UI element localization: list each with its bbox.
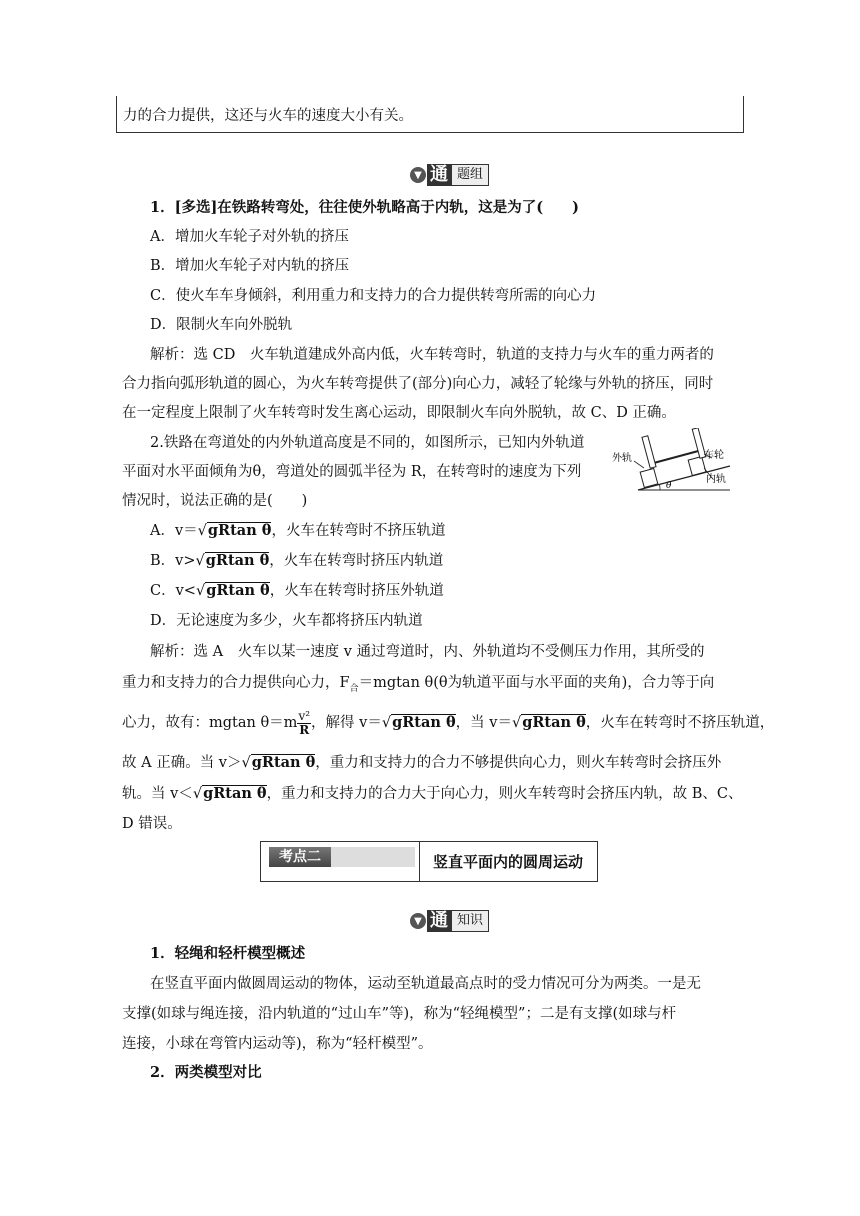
- kaodian-title: 竖直平面内的圆周运动: [433, 853, 584, 871]
- q1-analysis-line3: 在一定程度上限制了火车转弯时发生离心运动，即限制火车向外脱轨，故 C、D 正确。: [122, 405, 676, 421]
- q2-analysis-line1: 解析：选 A 火车以某一速度 v 通过弯道时，内、外轨道均不受侧压力作用，其所受的: [150, 644, 705, 660]
- q2-analysis-l4-sqrt: gRtan θ: [251, 754, 316, 771]
- q2-analysis-l3d: ，火车在转弯时不挤压轨道，: [585, 715, 775, 731]
- q1-option-b: B．增加火车轮子对内轨的挤压: [150, 258, 350, 274]
- frac-num: v²: [298, 708, 311, 723]
- q2-option-a: A．v＝√gRtan θ，火车在转弯时不挤压轨道: [150, 522, 446, 539]
- top-box-text: 力的合力提供，这还与火车的速度大小有关。: [123, 108, 413, 124]
- badge-rest: 知识: [451, 910, 489, 932]
- q1-stem: 1．[多选]在铁路转弯处，往往使外轨略高于内轨，这是为了( ): [150, 199, 580, 216]
- kaodian-header: [260, 841, 598, 882]
- q2-analysis-l3b: ，解得 v＝: [311, 715, 382, 731]
- knowledge-heading-1: 1．轻绳和轻杆模型概述: [150, 945, 306, 962]
- q2-analysis-l5b: ，重力和支持力的合力大于向心力，则火车转弯时会挤压内轨，故 B、C、: [266, 786, 743, 802]
- q2-analysis-line2: [122, 673, 714, 699]
- q2-option-c-suffix: ，火车在转弯时挤压外轨道: [269, 583, 444, 599]
- fig-label-wheel: 车轮: [704, 450, 724, 461]
- q2-analysis-line4: 故 A 正确。当 v＞√gRtan θ，重力和支持力的合力不够提供向心力，则火车转弯时会挤压外: [122, 754, 722, 771]
- q2-analysis-l5a: 轨。当 v＜: [122, 786, 193, 802]
- q2-option-b: B．v>√gRtan θ，火车在转弯时挤压内轨道: [150, 552, 444, 569]
- fig-label-outer: 外轨: [612, 453, 632, 464]
- kaodian-tag-area: [261, 842, 420, 881]
- knowledge-p1-line2: 支撑(如球与绳连接，沿内轨道的“过山车”等)，称为“轻绳模型”；二是有支撑(如球与杆: [122, 1006, 677, 1022]
- q2-option-a-suffix: ，火车在转弯时不挤压轨道: [271, 523, 446, 539]
- q2-option-d: D．无论速度为多少，火车都将挤压内轨道: [150, 613, 423, 629]
- q2-analysis-l3a: 心力，故有：mgtan θ＝m: [122, 715, 298, 731]
- q2-option-c: C．v<√gRtan θ，火车在转弯时挤压外轨道: [150, 582, 444, 599]
- frac-den: R: [299, 722, 310, 737]
- q2-option-b-suffix: ，火车在转弯时挤压内轨道: [269, 553, 444, 569]
- fraction-v2-over-r: [297, 710, 311, 737]
- kaodian-tag-bar: [331, 847, 415, 867]
- q1-analysis-line2: 合力指向弧形轨道的圆心，为火车转弯提供了(部分)向心力，减轻了轮缘与外轨的挤压，同时: [122, 376, 714, 392]
- knowledge-p1-line3: 连接，小球在弯管内运动等)，称为“轻杆模型”。: [122, 1036, 433, 1052]
- q2-analysis-l4a: 故 A 正确。当 v＞: [122, 755, 242, 771]
- q2-stem-line3: 情况时，说法正确的是( ): [122, 493, 308, 509]
- q2-analysis-l3-sqrt1: gRtan θ: [392, 714, 456, 731]
- q2-analysis-l2sub: 合: [349, 683, 359, 694]
- fig-label-theta: θ: [666, 481, 672, 491]
- q2-option-c-sqrt: gRtan θ: [206, 582, 270, 599]
- q2-analysis-l3-sqrt2: gRtan θ: [522, 714, 586, 731]
- q2-option-b-prefix: B．v>: [150, 553, 196, 569]
- q2-option-a-sqrt: gRtan θ: [207, 522, 272, 539]
- q2-stem-line1: 2.铁路在弯道处的内外轨道高度是不同的，如图所示，已知内外轨道: [150, 435, 585, 451]
- chevron-down-icon: ▼: [410, 167, 426, 183]
- q1-option-d: D．限制火车向外脱轨: [150, 317, 293, 333]
- q2-analysis-l4b: ，重力和支持力的合力不够提供向心力，则火车转弯时会挤压外: [315, 755, 722, 771]
- fig-label-inner: 内轨: [706, 474, 726, 485]
- q2-analysis-line5: 轨。当 v＜√gRtan θ，重力和支持力的合力大于向心力，则火车转弯时会挤压内轨，故 B、C、: [122, 785, 743, 802]
- badge-tongtizu: [410, 164, 489, 186]
- q2-option-a-prefix: A．v＝: [150, 523, 198, 539]
- badge-tongzhishi: [410, 910, 489, 932]
- q2-analysis-line3: 心力，故有：mgtan θ＝m $\frac{\text{v²}}{R}$ ，解得 v＝√gRtan θ，当 v＝√gRtan θ，火车在转弯时不挤压轨道，: [122, 708, 775, 737]
- badge-char: 通: [427, 164, 451, 186]
- q2-analysis-line6: D 错误。: [122, 816, 182, 832]
- chevron-down-icon: ▼: [410, 913, 426, 929]
- q1-option-c: C．使火车车身倾斜，利用重力和支持力的合力提供转弯所需的向心力: [150, 288, 597, 304]
- knowledge-p1-line1: 在竖直平面内做圆周运动的物体，运动至轨道最高点时的受力情况可分为两类。一是无: [150, 976, 701, 992]
- kaodian-tag: 考点二: [269, 847, 331, 867]
- railway-figure: [612, 428, 732, 496]
- q1-analysis-line1: 解析：选 CD 火车轨道建成外高内低，火车转弯时，轨道的支持力与火车的重力两者的: [150, 347, 714, 363]
- q2-option-b-sqrt: gRtan θ: [205, 552, 270, 569]
- badge-char: 通: [427, 910, 451, 932]
- q1-option-a: A．增加火车轮子对外轨的挤压: [150, 229, 349, 245]
- top-box-fragment: [116, 96, 744, 133]
- q2-stem-line2: 平面对水平面倾角为θ，弯道处的圆弧半径为 R，在转弯时的速度为下列: [122, 464, 582, 480]
- q2-analysis-l5-sqrt: gRtan θ: [203, 785, 267, 802]
- knowledge-heading-2: 2．两类模型对比: [150, 1064, 262, 1081]
- q2-option-c-prefix: C．v<: [150, 583, 196, 599]
- q2-analysis-l2b: ＝mgtan θ(θ为轨道平面与水平面的夹角)，合力等于向: [358, 675, 715, 691]
- q2-analysis-l3c: ，当 v＝: [455, 715, 512, 731]
- q2-analysis-l2a: 重力和支持力的合力提供向心力，F: [122, 675, 350, 691]
- badge-rest: 题组: [451, 164, 489, 186]
